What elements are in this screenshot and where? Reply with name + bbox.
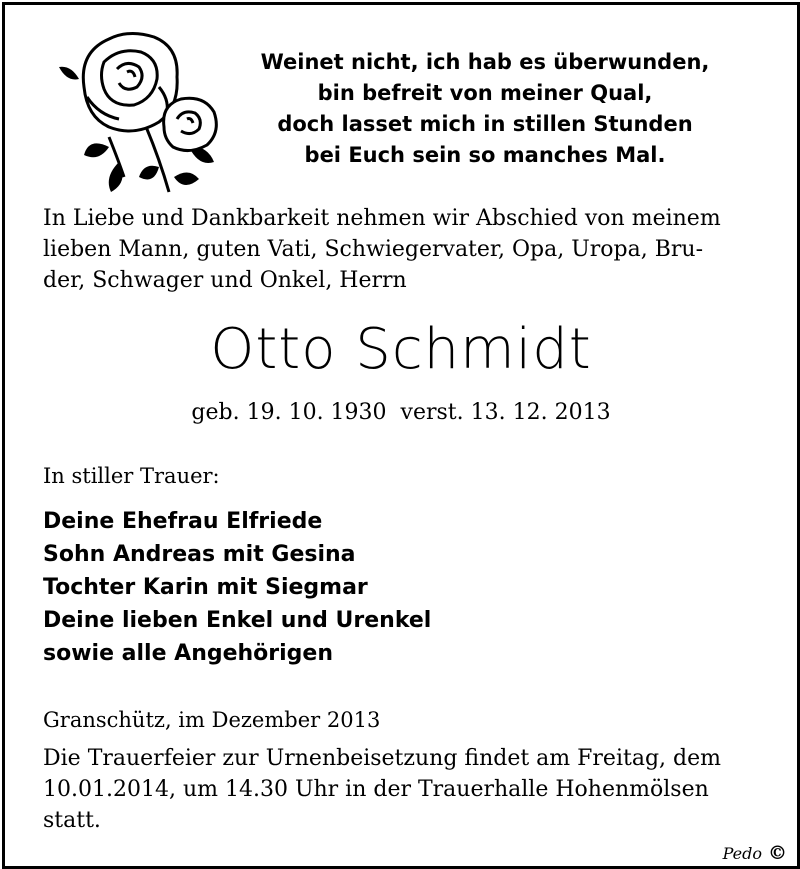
ceremony-line: 10.01.2014, um 14.30 Uhr in der Trauerhalle Hohenmölsen [43, 777, 709, 802]
ceremony-line: Die Trauerfeier zur Urnenbeisetzung findet am Freitag, dem [43, 746, 721, 771]
intro-line: der, Schwager und Onkel, Herrn [43, 268, 407, 293]
poem-line: bin befreit von meiner Qual, [317, 81, 653, 105]
poem-line: Weinet nicht, ich hab es überwunden, [260, 50, 710, 74]
mourning-heading: In stiller Trauer: [43, 464, 220, 488]
mourner-item: sowie alle Angehörigen [43, 641, 334, 666]
ceremony-info [43, 743, 773, 836]
poem [235, 47, 735, 171]
mourners-list [43, 505, 431, 670]
mourner-item: Sohn Andreas mit Gesina [43, 542, 356, 567]
copyright-icon: © [768, 842, 787, 864]
intro-text [43, 203, 763, 296]
rose-icon [49, 27, 229, 197]
poem-line: doch lasset mich in stillen Stunden [277, 112, 693, 136]
poem-line: bei Euch sein so manches Mal. [304, 143, 666, 167]
signature-text: Pedo [722, 844, 762, 863]
signature [723, 842, 787, 864]
place-date: Granschütz, im Dezember 2013 [43, 708, 381, 732]
mourner-item: Tochter Karin mit Siegmar [43, 575, 368, 600]
obituary-notice [2, 2, 800, 869]
mourner-item: Deine lieben Enkel und Urenkel [43, 608, 432, 633]
ceremony-line: statt. [43, 808, 101, 833]
life-dates: geb. 19. 10. 1930 verst. 13. 12. 2013 [191, 400, 611, 425]
deceased-name: Otto Schmidt [210, 317, 592, 382]
intro-line: lieben Mann, guten Vati, Schwiegervater, Opa, Uropa, Bru- [43, 237, 703, 262]
intro-line: In Liebe und Dankbarkeit nehmen wir Abschied von meinem [43, 206, 721, 231]
mourner-item: Deine Ehefrau Elfriede [43, 509, 323, 534]
